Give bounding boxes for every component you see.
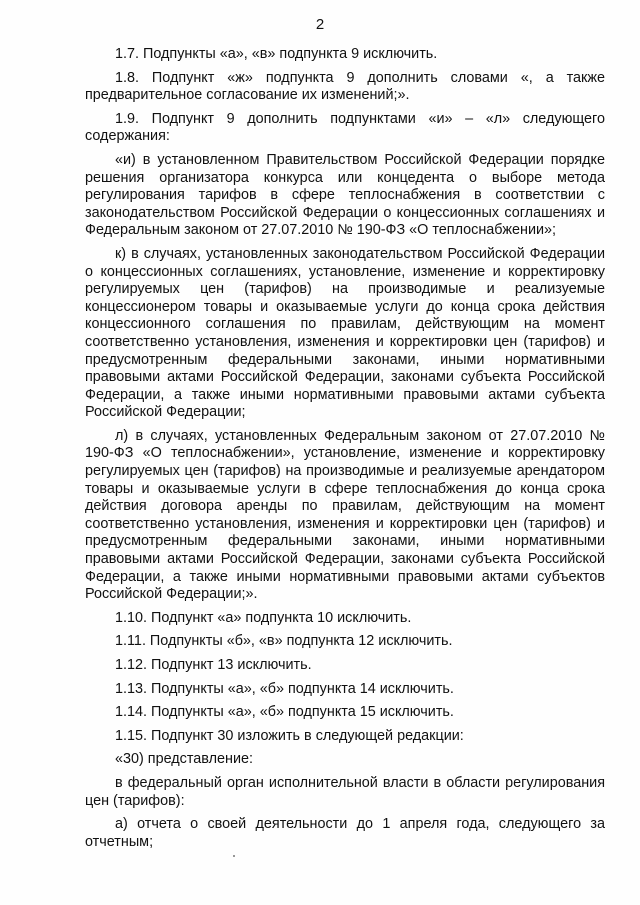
- paragraph-1-9: 1.9. Подпункт 9 дополнить подпунктами «и» – «л» следующего содержания:: [85, 110, 605, 145]
- paragraph-1-13: 1.13. Подпункты «а», «б» подпункта 14 исключить.: [115, 680, 454, 697]
- page-number: 2: [315, 16, 325, 33]
- paragraph-1-8: 1.8. Подпункт «ж» подпункта 9 дополнить словами «, а также предварительное согласование их изменений;».: [85, 69, 605, 104]
- paragraph-subpoint-k: к) в случаях, установленных законодательством Российской Федерации о концессионных соглашениях, установление, изменение и корректировку регулируемых цен (тарифов) на производимые и реализуемые концессионером товары и оказываемые услуги до конца срока действия концессионного соглашения по правилам, действующим на момент соответственно установления, изменения и корректировки цен (тарифов) и предусмотренным федеральными законами, иными нормативными правовыми актами Российской Федерации, законами субъекта Российской Федерации, а также иными нормативными правовыми актами субъекта Российской Федерации;: [85, 245, 605, 421]
- paragraph-1-12: 1.12. Подпункт 13 исключить.: [115, 657, 312, 673]
- document-body: [85, 46, 605, 857]
- paragraph-federal-body: в федеральный орган исполнительной власти в области регулирования цен (тарифов):: [85, 774, 605, 809]
- paragraph-subpoint-a: а) отчета о своей деятельности до 1 апреля года, следующего за отчетным;: [85, 816, 605, 850]
- paragraph-subpoint-i: «и) в установленном Правительством Российской Федерации порядке решения организатора конкурса или концедента о выборе метода регулирования тарифов в сфере теплоснабжения в соответствии с законодательством Российской Федерации о концессионных соглашениях и Федеральным законом от 27.07.2010 № 190-ФЗ «О теплоснабжении»;: [85, 151, 605, 239]
- paragraph-1-10: 1.10. Подпункт «а» подпункта 10 исключить.: [115, 609, 412, 626]
- paragraph-1-14: 1.14. Подпункты «а», «б» подпункта 15 исключить.: [115, 704, 454, 721]
- paragraph-1-15: 1.15. Подпункт 30 изложить в следующей редакции:: [115, 727, 464, 744]
- paragraph-1-7: 1.7. Подпункты «а», «в» подпункта 9 исключить.: [115, 46, 438, 62]
- paragraph-1-11: 1.11. Подпункты «б», «в» подпункта 12 исключить.: [115, 633, 453, 650]
- scan-speck: [233, 855, 235, 857]
- paragraph-30-intro: «30) представление:: [115, 751, 254, 768]
- paragraph-subpoint-l: л) в случаях, установленных Федеральным законом от 27.07.2010 № 190-ФЗ «О теплоснабжении», установление, изменение и корректировку регулируемых цен (тарифов) на производимые и реализуемые арендатором товары и оказываемые услуги в сфере теплоснабжения до конца срока действия договора аренды по правилам, действующим на момент соответственно установления, изменения и корректировки цен (тарифов) и предусмотренным федеральными законами, иными нормативными правовыми актами Российской Федерации, законами субъекта Российской Федерации, а также иными нормативными правовыми актами субъектов Российской Федерации;».: [85, 427, 605, 603]
